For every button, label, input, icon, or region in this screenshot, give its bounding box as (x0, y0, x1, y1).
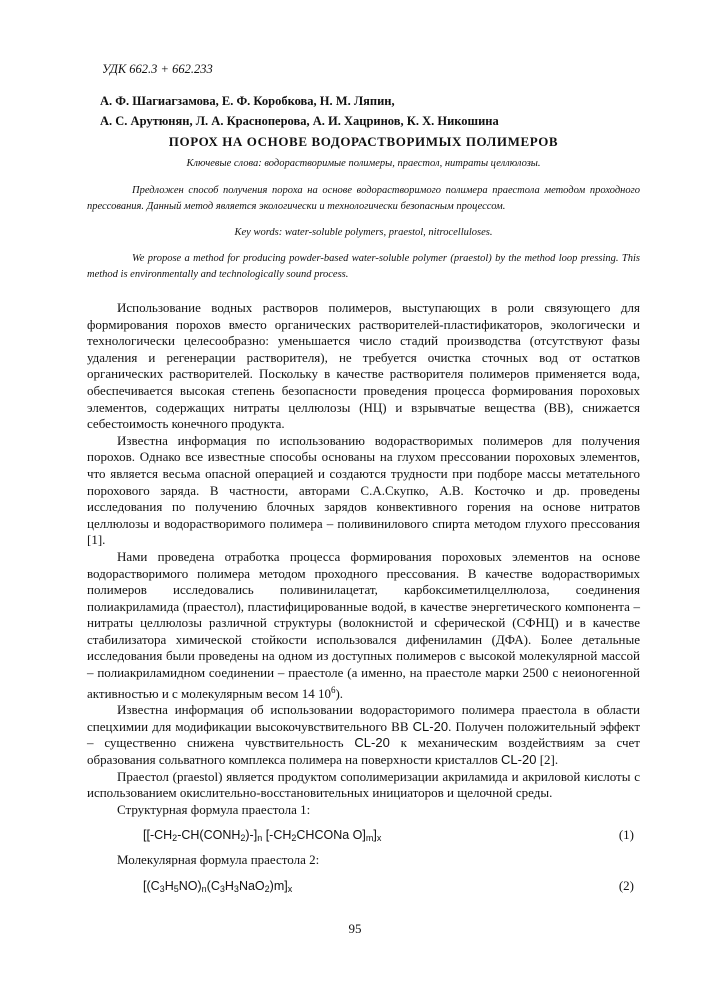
paragraph-4-part-a: Известна информация об использовании водорасторимого полимера праестола в области спецхимии для модификации высокочувствительного ВВ (87, 702, 640, 734)
article-body (87, 300, 640, 899)
paragraph-4-part-d: [2]. (536, 752, 559, 768)
formula-1 (87, 824, 640, 848)
authors-line-1: А. Ф. Шагиагзамова, Е. Ф. Коробкова, Н. М. Ляпин, (100, 94, 395, 108)
formula-1-label: Структурная формула праестола 1: (117, 801, 311, 817)
cl20-term: CL-20 (354, 735, 390, 751)
abstract-en: We propose a method for producing powder-based water-soluble polymer (praestol) by the method loop pressing. This method is environmentally and technologically sound process. (87, 253, 640, 280)
formula-1-number: (1) (618, 827, 634, 843)
cl20-term: CL-20 (501, 752, 537, 768)
cl20-term: CL-20 (412, 718, 449, 734)
formula-2-expression: $[(C_3H_5NO)_n(C_3H_3NaO_2)m]_x$ (143, 879, 293, 894)
formula-1-expression: [$[-CH_2-CH(CONH_2)-]_n$ [$-CH_2CHCONa$ $O]_m]_x$ (143, 828, 382, 844)
paragraph-4-part-b: . Получен положительный эффект – существенно снижена чувствительность (87, 718, 640, 751)
paper-title: ПОРОХ НА ОСНОВЕ ВОДОРАСТВОРИМЫХ ПОЛИМЕРОВ (168, 134, 559, 149)
exponent: 6 (330, 684, 336, 695)
paragraph-5: Праестол (praestol) является продуктом сополимеризации акриламида и акриловой кислоты с использованием окислительно-восстановительных инициаторов и щелочной среды. (87, 768, 640, 801)
abstract-ru: Предложен способ получения пороха на основе водорастворимого полимера праестола методом проходного прессования. Данный метод является экологически и технологически безопасным процессом. (87, 185, 640, 212)
keywords-en: Key words: water-soluble polymers, praestol, nitrocelluloses. (234, 227, 493, 238)
paragraph-2: Известна информация по использованию водорастворимых полимеров для получения порохов. Однако все известные способы основаны на глухом прессовании пороховых элементов, что является весьма опасной операцией и создаются трудности при подборе массы метательного порохового заряда. В частности, авторами С.А.Скупко, А.В. Косточко и др. проведены исследования по получению блочных зарядов конвективного горения на основе нитратов целлюлозы и водорастворимого полимера – поливинилового спирта методом глухого прессования [1]. (87, 432, 640, 548)
formula-2-label: Молекулярная формула праестола 2: (117, 852, 320, 868)
authors-line-2: А. С. Арутюнян, Л. А. Красноперова, А. И. Хацринов, К. Х. Никошина (100, 114, 499, 128)
formula-2-number: (2) (618, 878, 634, 893)
keywords-ru: Ключевые слова: водорастворимые полимеры, праестол, нитраты целлюлозы. (186, 158, 541, 169)
author-list (100, 91, 640, 131)
paragraph-3-end: ). (335, 685, 344, 701)
paragraph-3-text: Нами проведена отработка процесса формирования пороховых элементов на основе водорастворимого полимера методом проходного прессования. В качестве водорастворимых полимеров исследовались поливинилацетат, карбоксиметилцеллюлоза, соединения полиакриламида (праестол), пластифицированные водой, в качестве энергетического компонента – нитраты целлюлозы различной структуры (волокнистой и сферической (СФНЦ) и в качестве стабилизатора химической стойкости использовался дифениламин (ДФА). Более детальные исследования были проведены на одном из доступных полимеров с высокой молекулярной массой – полиакриламидном соединении – праестоле (а именно, на праестоле марки 2500 с неионогенной активностью и с молекулярным весом 14 10 (87, 548, 640, 701)
paragraph-4-part-c: к механическим воздействиям за счет образования сольватного комплекса полимера на поверхности кристаллов (87, 735, 640, 768)
paragraph-1: Использование водных растворов полимеров, выступающих в роли связующего для формирования порохов вместо органических растворителей-пластификаторов, экологически и технологически целесообразно: уменьшается число стадий производства (отсутствуют фазы удаления и регенерации растворителя), не требуется очистка сточных вод от остатков органических растворителей. Поскольку в качестве растворителя полимеров применяется вода, обеспечивается высокая степень безопасности проведения процесса формирования пороховых элементов, содержащих нитраты целлюлозы (НЦ) и взрывчатые вещества (ВВ), снижается себестоимость конечного продукта. (87, 300, 640, 432)
paragraph-4 (87, 702, 640, 768)
page-number: 95 (348, 921, 362, 936)
formula-2 (87, 875, 640, 899)
udc-code: УДК 662.3 + 662.233 (102, 62, 213, 76)
paragraph-3 (87, 549, 640, 702)
paper-page (87, 62, 640, 899)
